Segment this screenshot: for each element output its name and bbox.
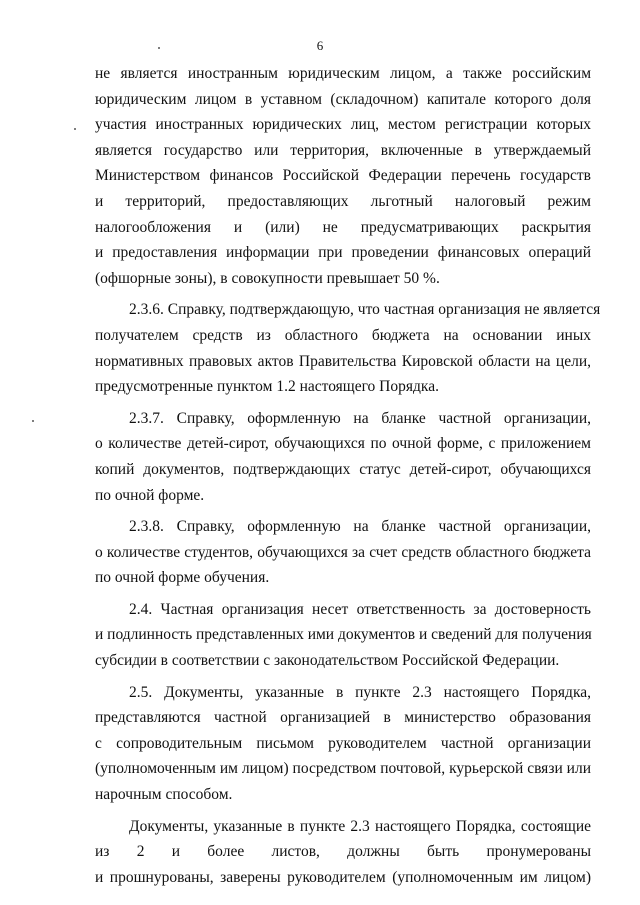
paragraph-2-5 (95, 680, 591, 808)
text-line: нарочным способом. (95, 786, 233, 804)
text-line: о количестве студентов, обучающихся за счет средств областного бюджета (95, 543, 591, 561)
text-line: 2.4. Частная организация несет ответственность за достоверность (129, 600, 591, 618)
text-line: представляются частной организацией в министерство образования (95, 709, 591, 727)
text-line: предусмотренные пунктом 1.2 настоящего Порядка. (95, 378, 439, 396)
scan-speck (74, 128, 76, 130)
text-line: 2.3.7. Справку, оформленную на бланке частной организации, (129, 409, 591, 427)
text-line: субсидии в соответствии с законодательством Российской Федерации. (95, 652, 560, 670)
text-line: участия иностранных юридических лиц, местом регистрации которых (95, 116, 591, 134)
text-line: 2.5. Документы, указанные в пункте 2.3 настоящего Порядка, (129, 683, 591, 701)
paragraph-documents-numbering (95, 814, 591, 891)
text-line: юридическим лицом в уставном (складочном) капитале которого доля (95, 90, 591, 108)
paragraph-offshore-condition (95, 61, 591, 291)
text-line: Министерством финансов Российской Федерации перечень государств (95, 167, 591, 185)
text-line: является государство или территория, включенные в утверждаемый (95, 141, 591, 159)
text-line: из 2 и более листов, должны быть пронумерованы (95, 843, 591, 861)
text-line: нормативных правовых актов Правительства Кировской области на цели, (95, 352, 591, 370)
text-line: Документы, указанные в пункте 2.3 настоящего Порядка, состоящие (129, 817, 591, 835)
text-line: не является иностранным юридическим лицом, а также российским (95, 65, 591, 82)
text-line: 2.3.8. Справку, оформленную на бланке частной организации, (129, 518, 591, 536)
text-line: и территорий, предоставляющих льготный налоговый режим (95, 192, 591, 210)
paragraph-2-3-6 (95, 297, 601, 399)
paragraph-2-4 (95, 597, 591, 674)
text-line: и подлинность представленных ими документов и сведений для получения (95, 626, 592, 644)
text-line: получателем средств из областного бюджета на основании иных (95, 326, 591, 344)
text-line: налогообложения и (или) не предусматривающих раскрытия (95, 218, 591, 236)
scan-speck (158, 47, 160, 49)
text-line: о количестве детей-сирот, обучающихся по очной форме, с приложением (95, 435, 591, 453)
text-line: (офшорные зоны), в совокупности превышает 50 %. (95, 269, 440, 287)
text-line: и предоставления информации при проведении финансовых операций (95, 244, 591, 262)
text-line: копий документов, подтверждающих статус детей-сирот, обучающихся (95, 460, 591, 478)
scan-speck (32, 420, 34, 422)
text-line: 2.3.6. Справку, подтверждающую, что частная организация не является (129, 301, 601, 319)
document-body (95, 61, 601, 896)
page-number: 6 (316, 38, 324, 53)
paragraph-2-3-8 (95, 514, 591, 591)
text-line: по очной форме. (95, 486, 205, 504)
paragraph-2-3-7 (95, 406, 591, 508)
text-line: по очной форме обучения. (95, 569, 270, 587)
text-line: (уполномоченным им лицом) посредством почтовой, курьерской связи или (95, 760, 591, 778)
text-line: с сопроводительным письмом руководителем частной организации (95, 734, 591, 752)
text-line: и прошнурованы, заверены руководителем (уполномоченным им лицом) (95, 868, 591, 886)
